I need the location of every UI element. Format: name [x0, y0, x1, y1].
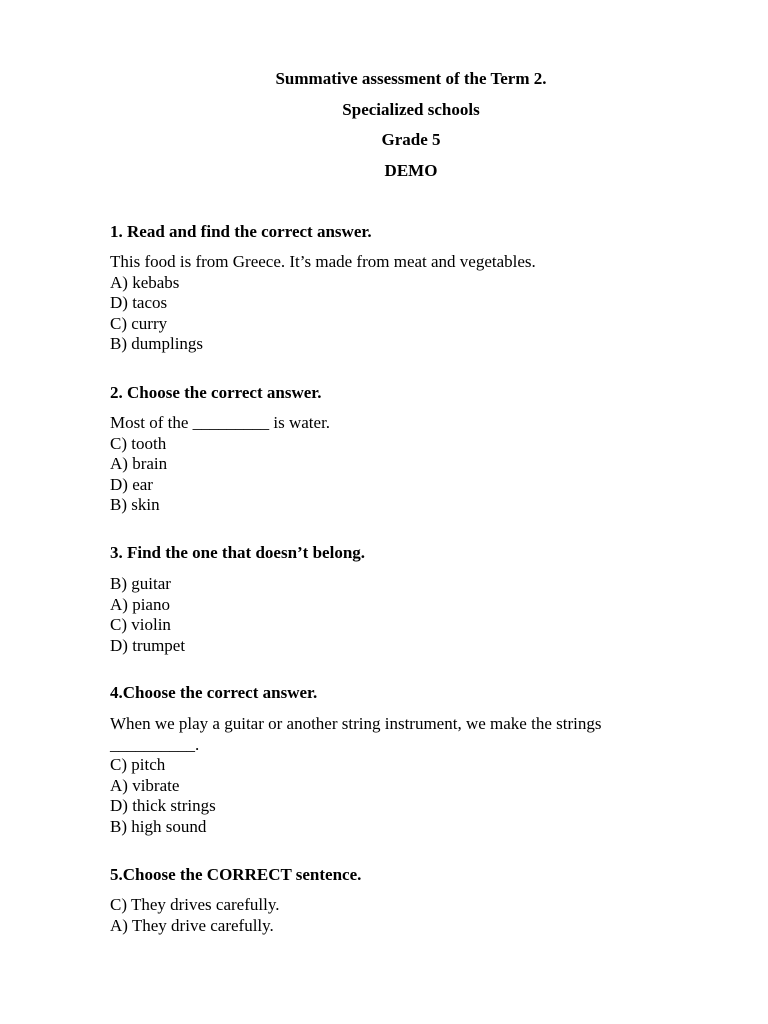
question-1-prompt: 1. Read and find the correct answer.	[110, 222, 372, 241]
question-5-option: A) They drive carefully.	[110, 915, 274, 935]
demo-label: DEMO	[384, 161, 438, 180]
question-2-body	[110, 413, 670, 516]
question-1-option: B) dumplings	[110, 334, 204, 354]
question-4-option: C) pitch	[110, 755, 166, 775]
question-4-stem-blank: __________.	[110, 734, 200, 754]
grade-label: Grade 5	[381, 130, 441, 149]
question-4-option: A) vibrate	[110, 775, 180, 795]
question-5-body	[110, 895, 670, 936]
question-3-option: A) piano	[110, 594, 170, 614]
question-1-option: D) tacos	[110, 293, 168, 313]
question-5-prompt: 5.Choose the CORRECT sentence.	[110, 865, 362, 884]
question-1-option: C) curry	[110, 313, 168, 333]
question-2-option: D) ear	[110, 474, 153, 494]
question-3-option: C) violin	[110, 615, 171, 635]
question-5-option: C) They drives carefully.	[110, 895, 280, 914]
question-2-option: B) skin	[110, 495, 160, 515]
question-2-option: A) brain	[110, 454, 168, 474]
question-3-option: B) guitar	[110, 574, 171, 593]
question-2-stem: Most of the _________ is water.	[110, 413, 331, 432]
question-1-option: A) kebabs	[110, 272, 180, 292]
question-2-option: C) tooth	[110, 433, 167, 453]
question-1-stem: This food is from Greece. It’s made from meat and vegetables.	[110, 252, 536, 271]
question-4-stem: When we play a guitar or another string instrument, we make the strings	[110, 714, 602, 733]
assessment-title: Summative assessment of the Term 2.	[275, 69, 547, 88]
question-4-prompt: 4.Choose the correct answer.	[110, 683, 318, 702]
question-3-body	[110, 574, 670, 656]
question-4-body	[110, 714, 670, 838]
question-3-prompt: 3. Find the one that doesn’t belong.	[110, 543, 366, 562]
question-2-prompt: 2. Choose the correct answer.	[110, 383, 322, 402]
question-3-option: D) trumpet	[110, 635, 186, 655]
question-4-option: B) high sound	[110, 816, 207, 836]
question-4-option: D) thick strings	[110, 796, 216, 816]
school-type: Specialized schools	[342, 100, 480, 119]
question-1-body	[110, 252, 670, 355]
